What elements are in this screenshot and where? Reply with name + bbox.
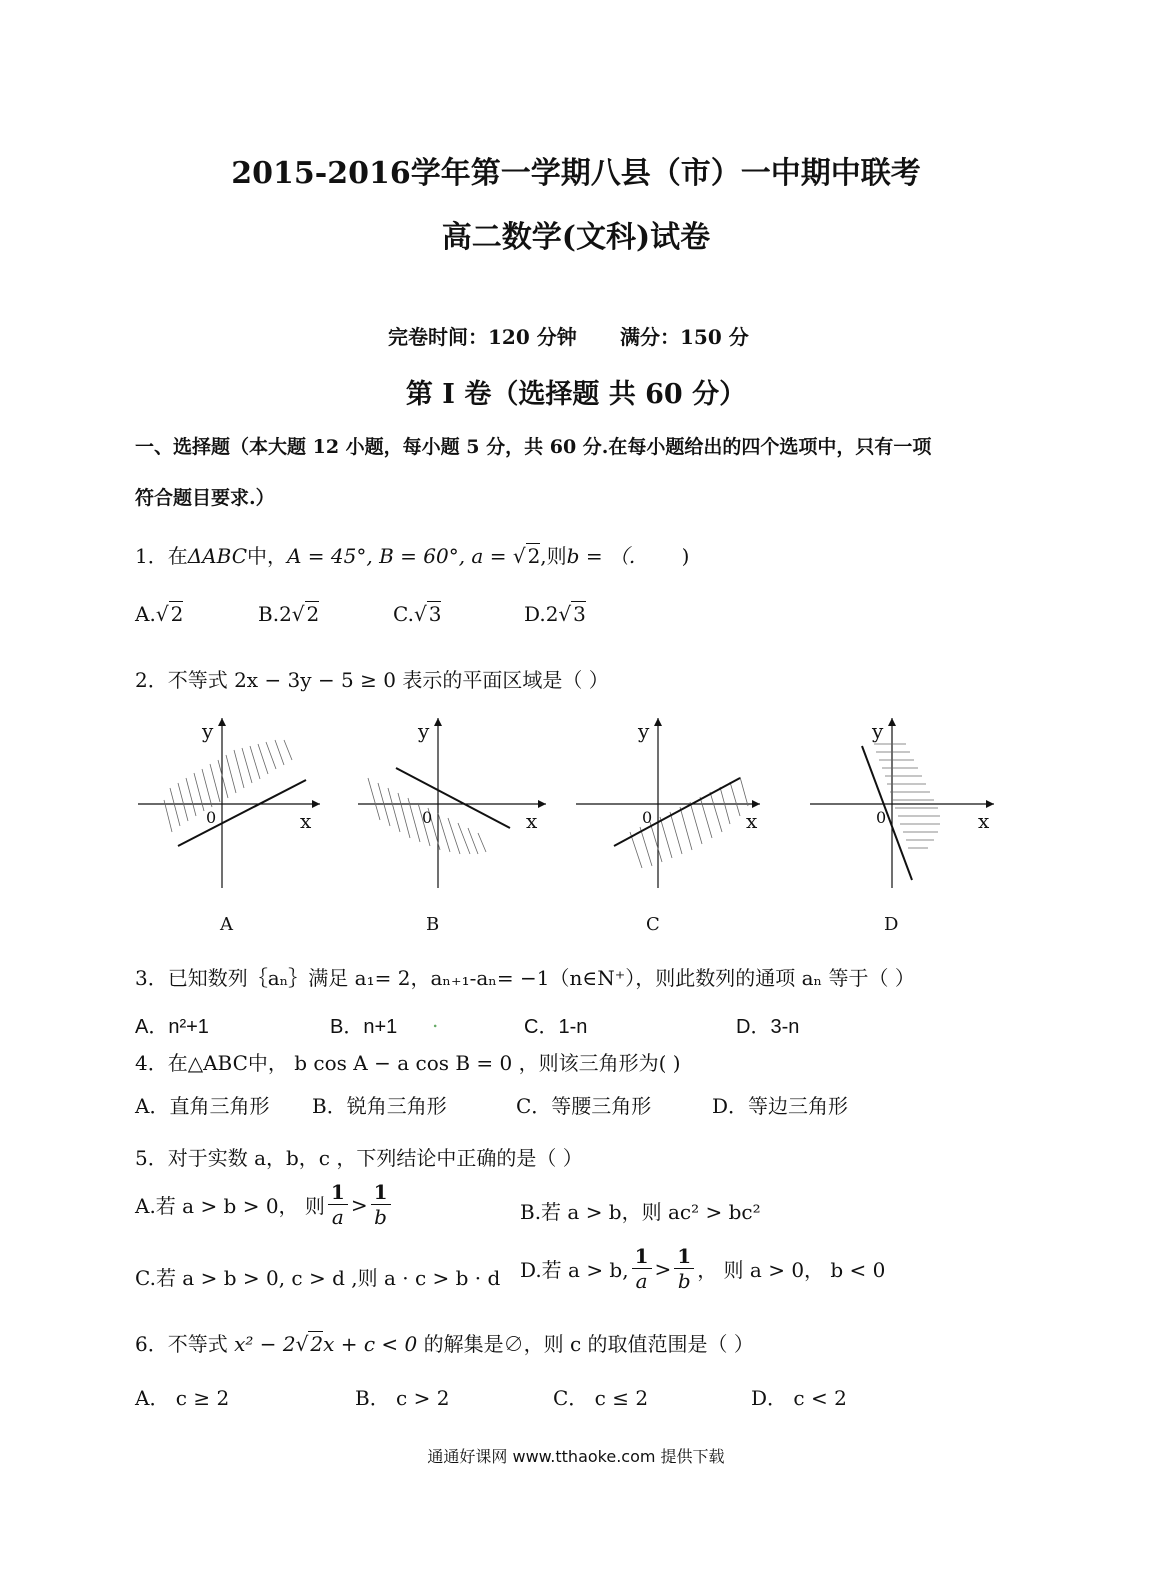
q1-condition: A = 45°, B = 60°, a = [287,544,513,568]
figure-a-origin: 0 [206,808,217,827]
q1-prefix: 在 [167,544,188,568]
q2-figures [130,708,1010,944]
figure-c-origin: 0 [642,808,653,827]
paper-title: 高二数学(文科)试卷 [441,220,711,255]
section-title: 第 I 卷（选择题 共 60 分） [405,379,747,410]
figure-c-x-label: x [746,809,758,833]
q5-option-c: C.若 a > b > 0, c > d ,则 a · c > b · d [135,1266,501,1290]
q5-d-fraction-2: $\frac{1}{b}$ [674,1244,694,1293]
q1-sqrt-value: 2 [527,544,541,568]
figure-b-y-label: y [418,719,430,743]
figure-b [358,718,546,935]
figure-c-y-label: y [638,719,650,743]
question-4: 4．在△ABC中， b cos A − a cos B = 0 ，则该三角形为( ) [135,1051,681,1075]
q1-option-c: C.√ 3 [393,602,442,626]
time-info: 完卷时间：120 分钟 [388,325,577,349]
question-1: 1．在ΔABC中，A = 45°, B = 60°, a = √ 2,则b = （. ) [135,544,690,568]
figure-b-x-label: x [526,809,538,833]
q6-option-d: D． c < 2 [751,1386,847,1410]
figure-d-y-label: y [872,719,884,743]
score-info: 满分：150 分 [620,325,749,349]
q4-option-a: A．直角三角形 [135,1094,270,1118]
q1-number: 1． [135,544,168,568]
figure-d-x-label: x [978,809,990,833]
q6-option-a: A． c ≥ 2 [135,1386,230,1410]
figure-d [810,718,994,935]
q5-a-fraction-1: $\frac{1}{a}$ [328,1180,348,1229]
q5-option-d: D.若 a > b, $\frac{1}{a}$ > $\frac{1}{b}$ ， 则 a > 0， b < 0 [520,1244,886,1293]
q1-mid: 中， [247,544,287,568]
q1-option-b: B.2√ 2 [258,602,320,626]
question-6: 6．不等式 x² − 2√ 2x + c < 0 的解集是∅，则 c 的取值范围是（ ） [135,1332,754,1356]
figure-b-label: B [426,914,440,935]
q3-option-a: A．n²+1 [135,1016,209,1038]
q3-stray-mark: . [432,1008,439,1032]
q5-a-fraction-2: $\frac{1}{b}$ [371,1180,391,1229]
footer-text: 通通好课网 www.tthaoke.com 提供下载 [427,1447,725,1466]
figure-b-origin: 0 [422,808,433,827]
q1-triangle: ΔABC [187,544,247,568]
q1-text-end: ,则 [540,544,567,568]
q4-option-d: D．等边三角形 [712,1094,849,1118]
section-instruction-line2: 符合题目要求.） [135,487,275,509]
figure-d-label: D [884,914,899,935]
q1-option-d: D.2√ 3 [524,602,586,626]
q3-option-c: C．1-n [524,1016,588,1038]
q1-ask: b = （. [566,544,636,568]
q1-option-a: A.√ 2 [135,602,184,626]
figure-a-y-label: y [202,719,214,743]
exam-title: 2015-2016学年第一学期八县（市）一中期中联考 [231,156,921,191]
q4-option-c: C．等腰三角形 [516,1094,652,1118]
q1-close: ) [681,544,690,568]
q6-option-b: B． c > 2 [355,1386,450,1410]
q4-option-b: B．锐角三角形 [312,1094,447,1118]
q5-option-a: A.若 a > b > 0， 则 $\frac{1}{a}$ > $\frac{1}{b}$ [135,1180,394,1229]
question-3: 3．已知数列｛aₙ｝满足 a₁= 2，aₙ₊₁-aₙ= −1（n∈N⁺），则此数列的通项 aₙ 等于（ ） [135,966,915,990]
figure-a [138,718,320,935]
figure-a-label: A [220,914,233,935]
q3-option-d: D．3-n [736,1016,800,1038]
figure-c [576,718,760,935]
q6-option-c: C． c ≤ 2 [553,1386,649,1410]
figure-d-origin: 0 [876,808,887,827]
q3-option-b: B．n+1 [330,1016,398,1038]
figure-a-x-label: x [300,809,312,833]
q5-d-fraction-1: $\frac{1}{a}$ [632,1244,652,1293]
question-5: 5．对于实数 a，b，c ，下列结论中正确的是（ ） [135,1146,583,1170]
section-instruction-line1: 一、选择题（本大题 12 小题，每小题 5 分，共 60 分.在每小题给出的四个选项中，只有一项 [135,436,932,458]
figure-c-label: C [646,914,660,935]
question-2: 2．不等式 2x − 3y − 5 ≥ 0 表示的平面区域是（ ） [135,668,609,692]
q5-option-b: B.若 a > b，则 ac² > bc² [520,1200,761,1224]
